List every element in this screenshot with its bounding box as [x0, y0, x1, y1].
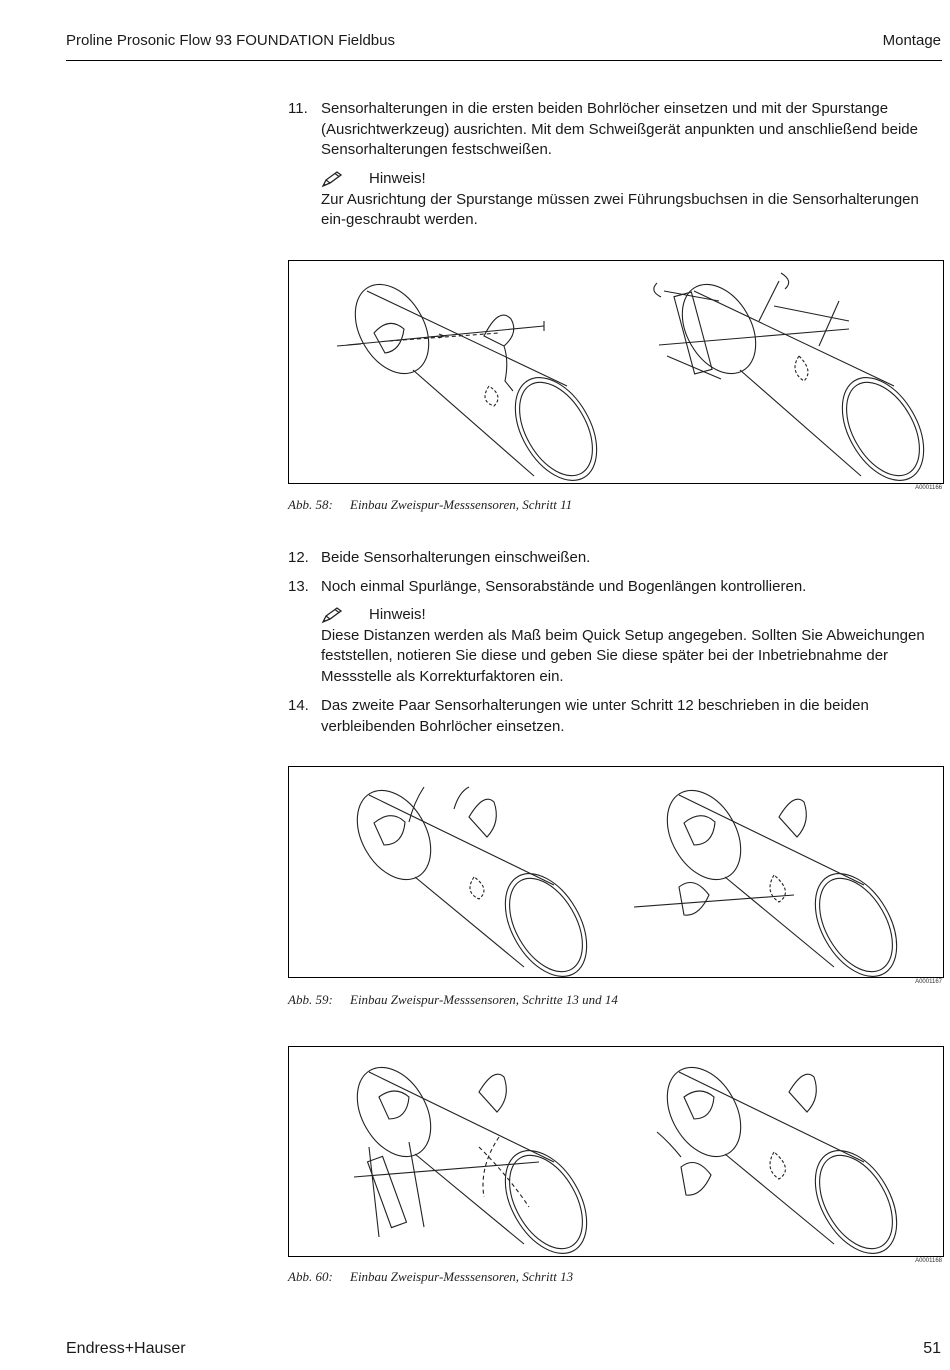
step-number: 13. [288, 578, 309, 595]
step-number: 12. [288, 549, 309, 566]
pipe-illustration-58 [289, 261, 943, 483]
caption-text: Einbau Zweispur-Messsensoren, Schritt 11 [350, 497, 573, 512]
step-11 [288, 99, 944, 161]
pipe-illustration-59 [289, 767, 943, 977]
note-2 [321, 605, 944, 687]
step-text: Noch einmal Spurlänge, Sensorabstände und Bogenlängen kontrollieren. [321, 578, 807, 595]
caption-text: Einbau Zweispur-Messsensoren, Schritte 13 und 14 [350, 992, 618, 1007]
figure-code: A0001166 [915, 485, 942, 491]
pipe-illustration-60 [289, 1047, 943, 1256]
caption-label: Abb. 60: [288, 1269, 333, 1284]
pencil-icon [321, 606, 345, 624]
note-1 [321, 169, 944, 231]
pipe-right [634, 777, 913, 977]
pipe-right [654, 271, 941, 483]
note-text: Zur Ausrichtung der Spurstange müssen zwei Führungsbuchsen in die Sensorhalterungen ein-geschraubt werden. [321, 190, 919, 228]
caption-text: Einbau Zweispur-Messsensoren, Schritt 13 [350, 1269, 574, 1284]
figure-caption-59 [288, 992, 618, 1008]
pipe-left [342, 777, 603, 977]
figure-59 [288, 766, 944, 978]
footer-company: Endress+Hauser [66, 1340, 186, 1357]
figure-code: A0001167 [915, 979, 942, 985]
figure-58 [288, 260, 944, 484]
figure-60 [288, 1046, 944, 1257]
step-text: Sensorhalterungen in die ersten beiden Bohrlöcher einsetzen und mit der Spurstange (Ausrichtwerkzeug) ausrichten. Mit dem Schweißgerät anpunkten und anschließend beide Sensorhalterungen festschweißen. [321, 100, 918, 158]
header-divider [66, 60, 942, 61]
step-text: Beide Sensorhalterungen einschweißen. [321, 549, 591, 566]
pencil-icon [321, 170, 345, 188]
step-number: 11. [288, 100, 308, 117]
header-section: Montage [882, 32, 941, 49]
header-title: Proline Prosonic Flow 93 FOUNDATION Fieldbus [66, 32, 395, 49]
figure-caption-60 [288, 1269, 573, 1285]
figure-code: A0001168 [915, 1258, 942, 1264]
note-title: Hinweis! [369, 170, 426, 187]
step-12 [288, 548, 944, 569]
step-number: 14. [288, 697, 309, 714]
page-number: 51 [923, 1340, 941, 1357]
note-text: Diese Distanzen werden als Maß beim Quick Setup angegeben. Sollten Sie Abweichungen feststellen, notieren Sie diese und geben Sie diese später bei der Inbetriebnahme der Messstelle als Korrekturfaktoren ein. [321, 626, 925, 685]
pipe-left [342, 1054, 603, 1256]
step-14 [288, 696, 944, 737]
pipe-right [652, 1054, 913, 1256]
step-text: Das zweite Paar Sensorhalterungen wie unter Schritt 12 beschrieben in die beiden verbleibenden Bohrlöcher einsetzen. [321, 697, 869, 735]
note-title: Hinweis! [369, 606, 426, 623]
step-13 [288, 577, 944, 598]
pipe-left [337, 271, 613, 483]
figure-caption-58 [288, 497, 572, 513]
caption-label: Abb. 58: [288, 497, 333, 512]
caption-label: Abb. 59: [288, 992, 333, 1007]
